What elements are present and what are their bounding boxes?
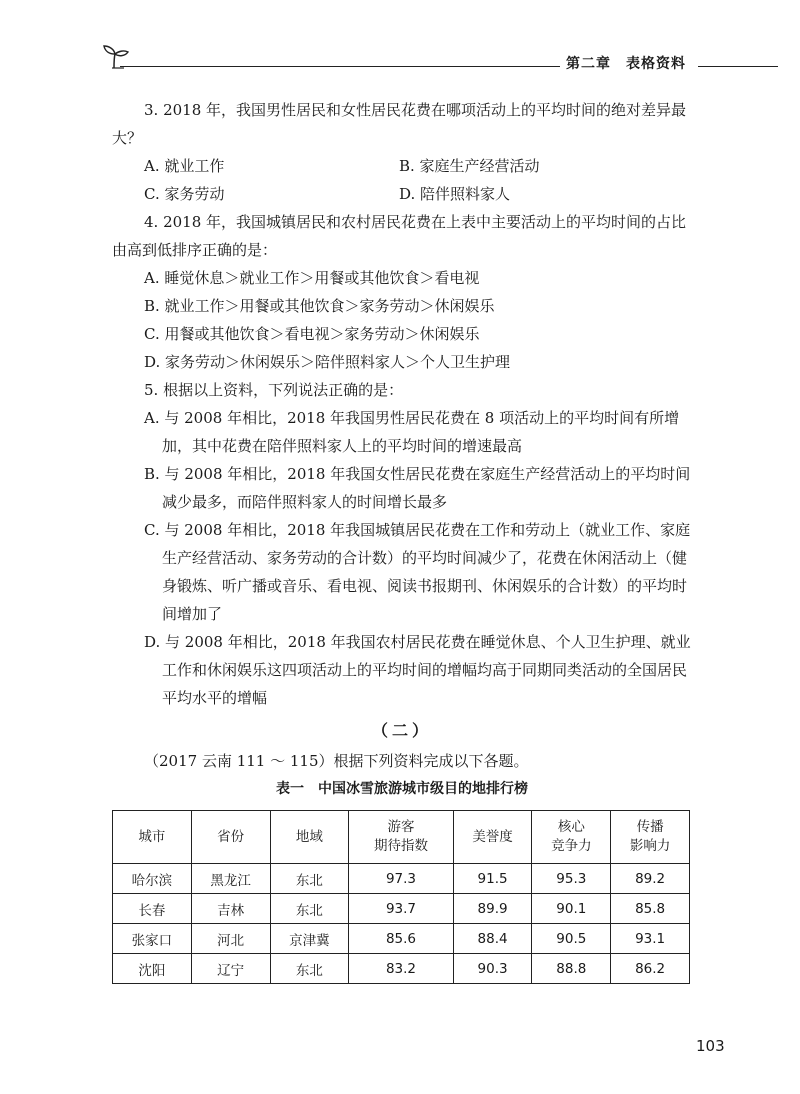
table-cell: 长春 [113, 894, 192, 924]
page-content [112, 96, 692, 984]
table-cell: 东北 [270, 864, 349, 894]
header-influence: 传播 影响力 [611, 811, 690, 864]
table-cell: 85.8 [611, 894, 690, 924]
table-header-row [113, 811, 690, 864]
ranking-table [112, 810, 690, 984]
table-cell: 90.3 [453, 954, 532, 984]
section-source: （2017 云南 111 ～ 115）根据下列资料完成以下各题。 [144, 752, 529, 770]
table-row [113, 924, 690, 954]
option-d: D. 陪伴照料家人 [399, 185, 511, 203]
option-b: B. 与 2008 年相比，2018 年我国女性居民花费在家庭生产经营活动上的平均时间减少最多，而陪伴照料家人的时间增长最多 [144, 465, 691, 511]
question-4-stem: 4. 2018 年，我国城镇居民和农村居民花费在上表中主要活动上的平均时间的占比由高到低排序正确的是： [112, 213, 687, 259]
table-cell: 97.3 [349, 864, 453, 894]
table-cell: 85.6 [349, 924, 453, 954]
option-c: C. 用餐或其他饮食＞看电视＞家务劳动＞休闲娱乐 [144, 325, 480, 343]
header-rule-right [698, 66, 778, 67]
header-expectation-index: 游客 期待指数 [349, 811, 453, 864]
header-reputation: 美誉度 [453, 811, 532, 864]
header-competitiveness: 核心 竞争力 [532, 811, 611, 864]
question-3-options-row-1 [112, 152, 692, 180]
option-a: A. 就业工作 [144, 157, 225, 175]
table-cell: 93.1 [611, 924, 690, 954]
table-cell: 88.4 [453, 924, 532, 954]
table-cell: 90.1 [532, 894, 611, 924]
table-row [113, 894, 690, 924]
table-title: 表一 中国冰雪旅游城市级目的地排行榜 [276, 781, 528, 797]
question-5-stem: 5. 根据以上资料，下列说法正确的是： [144, 381, 404, 399]
table-cell: 95.3 [532, 864, 611, 894]
table-cell: 东北 [270, 954, 349, 984]
option-d: D. 家务劳动＞休闲娱乐＞陪伴照料家人＞个人卫生护理 [144, 353, 511, 371]
table-cell: 河北 [191, 924, 270, 954]
question-3-stem: 3. 2018 年，我国男性居民和女性居民花费在哪项活动上的平均时间的绝对差异最大？ [112, 101, 687, 147]
section-title: （二） [371, 721, 432, 740]
option-a: A. 与 2008 年相比，2018 年我国男性居民花费在 8 项活动上的平均时间有所增加，其中花费在陪伴照料家人上的平均时间的增速最高 [144, 409, 680, 455]
option-a: A. 睡觉休息＞就业工作＞用餐或其他饮食＞看电视 [144, 269, 480, 287]
table-cell: 黑龙江 [191, 864, 270, 894]
table-cell: 88.8 [532, 954, 611, 984]
table-cell: 京津冀 [270, 924, 349, 954]
table-row [113, 954, 690, 984]
table-cell: 东北 [270, 894, 349, 924]
table-cell: 辽宁 [191, 954, 270, 984]
chapter-title: 第二章 表格资料 [560, 53, 692, 73]
header-province: 省份 [191, 811, 270, 864]
table-cell: 91.5 [453, 864, 532, 894]
option-b: B. 就业工作＞用餐或其他饮食＞家务劳动＞休闲娱乐 [144, 297, 495, 315]
option-c: C. 家务劳动 [144, 185, 225, 203]
page-header [98, 44, 778, 74]
table-cell: 吉林 [191, 894, 270, 924]
table-cell: 83.2 [349, 954, 453, 984]
table-cell: 沈阳 [113, 954, 192, 984]
question-3-options-row-2 [112, 180, 692, 208]
table-cell: 93.7 [349, 894, 453, 924]
table-cell: 89.9 [453, 894, 532, 924]
option-c: C. 与 2008 年相比，2018 年我国城镇居民花费在工作和劳动上（就业工作、家庭生产经营活动、家务劳动的合计数）的平均时间减少了，花费在休闲活动上（健身锻炼、听广播或音乐、看电视、阅读书报期刊、休闲娱乐的合计数）的平均时间增加了 [144, 521, 691, 623]
option-d: D. 与 2008 年相比，2018 年我国农村居民花费在睡觉休息、个人卫生护理、就业工作和休闲娱乐这四项活动上的平均时间的增幅均高于同期同类活动的全国居民平均水平的增幅 [144, 633, 691, 707]
table-cell: 90.5 [532, 924, 611, 954]
table-cell: 张家口 [113, 924, 192, 954]
page-number: 103 [696, 1037, 725, 1055]
table-cell: 89.2 [611, 864, 690, 894]
table-cell: 86.2 [611, 954, 690, 984]
table-cell: 哈尔滨 [113, 864, 192, 894]
table-row [113, 864, 690, 894]
option-b: B. 家庭生产经营活动 [399, 157, 540, 175]
header-region: 地域 [270, 811, 349, 864]
header-city: 城市 [113, 811, 192, 864]
